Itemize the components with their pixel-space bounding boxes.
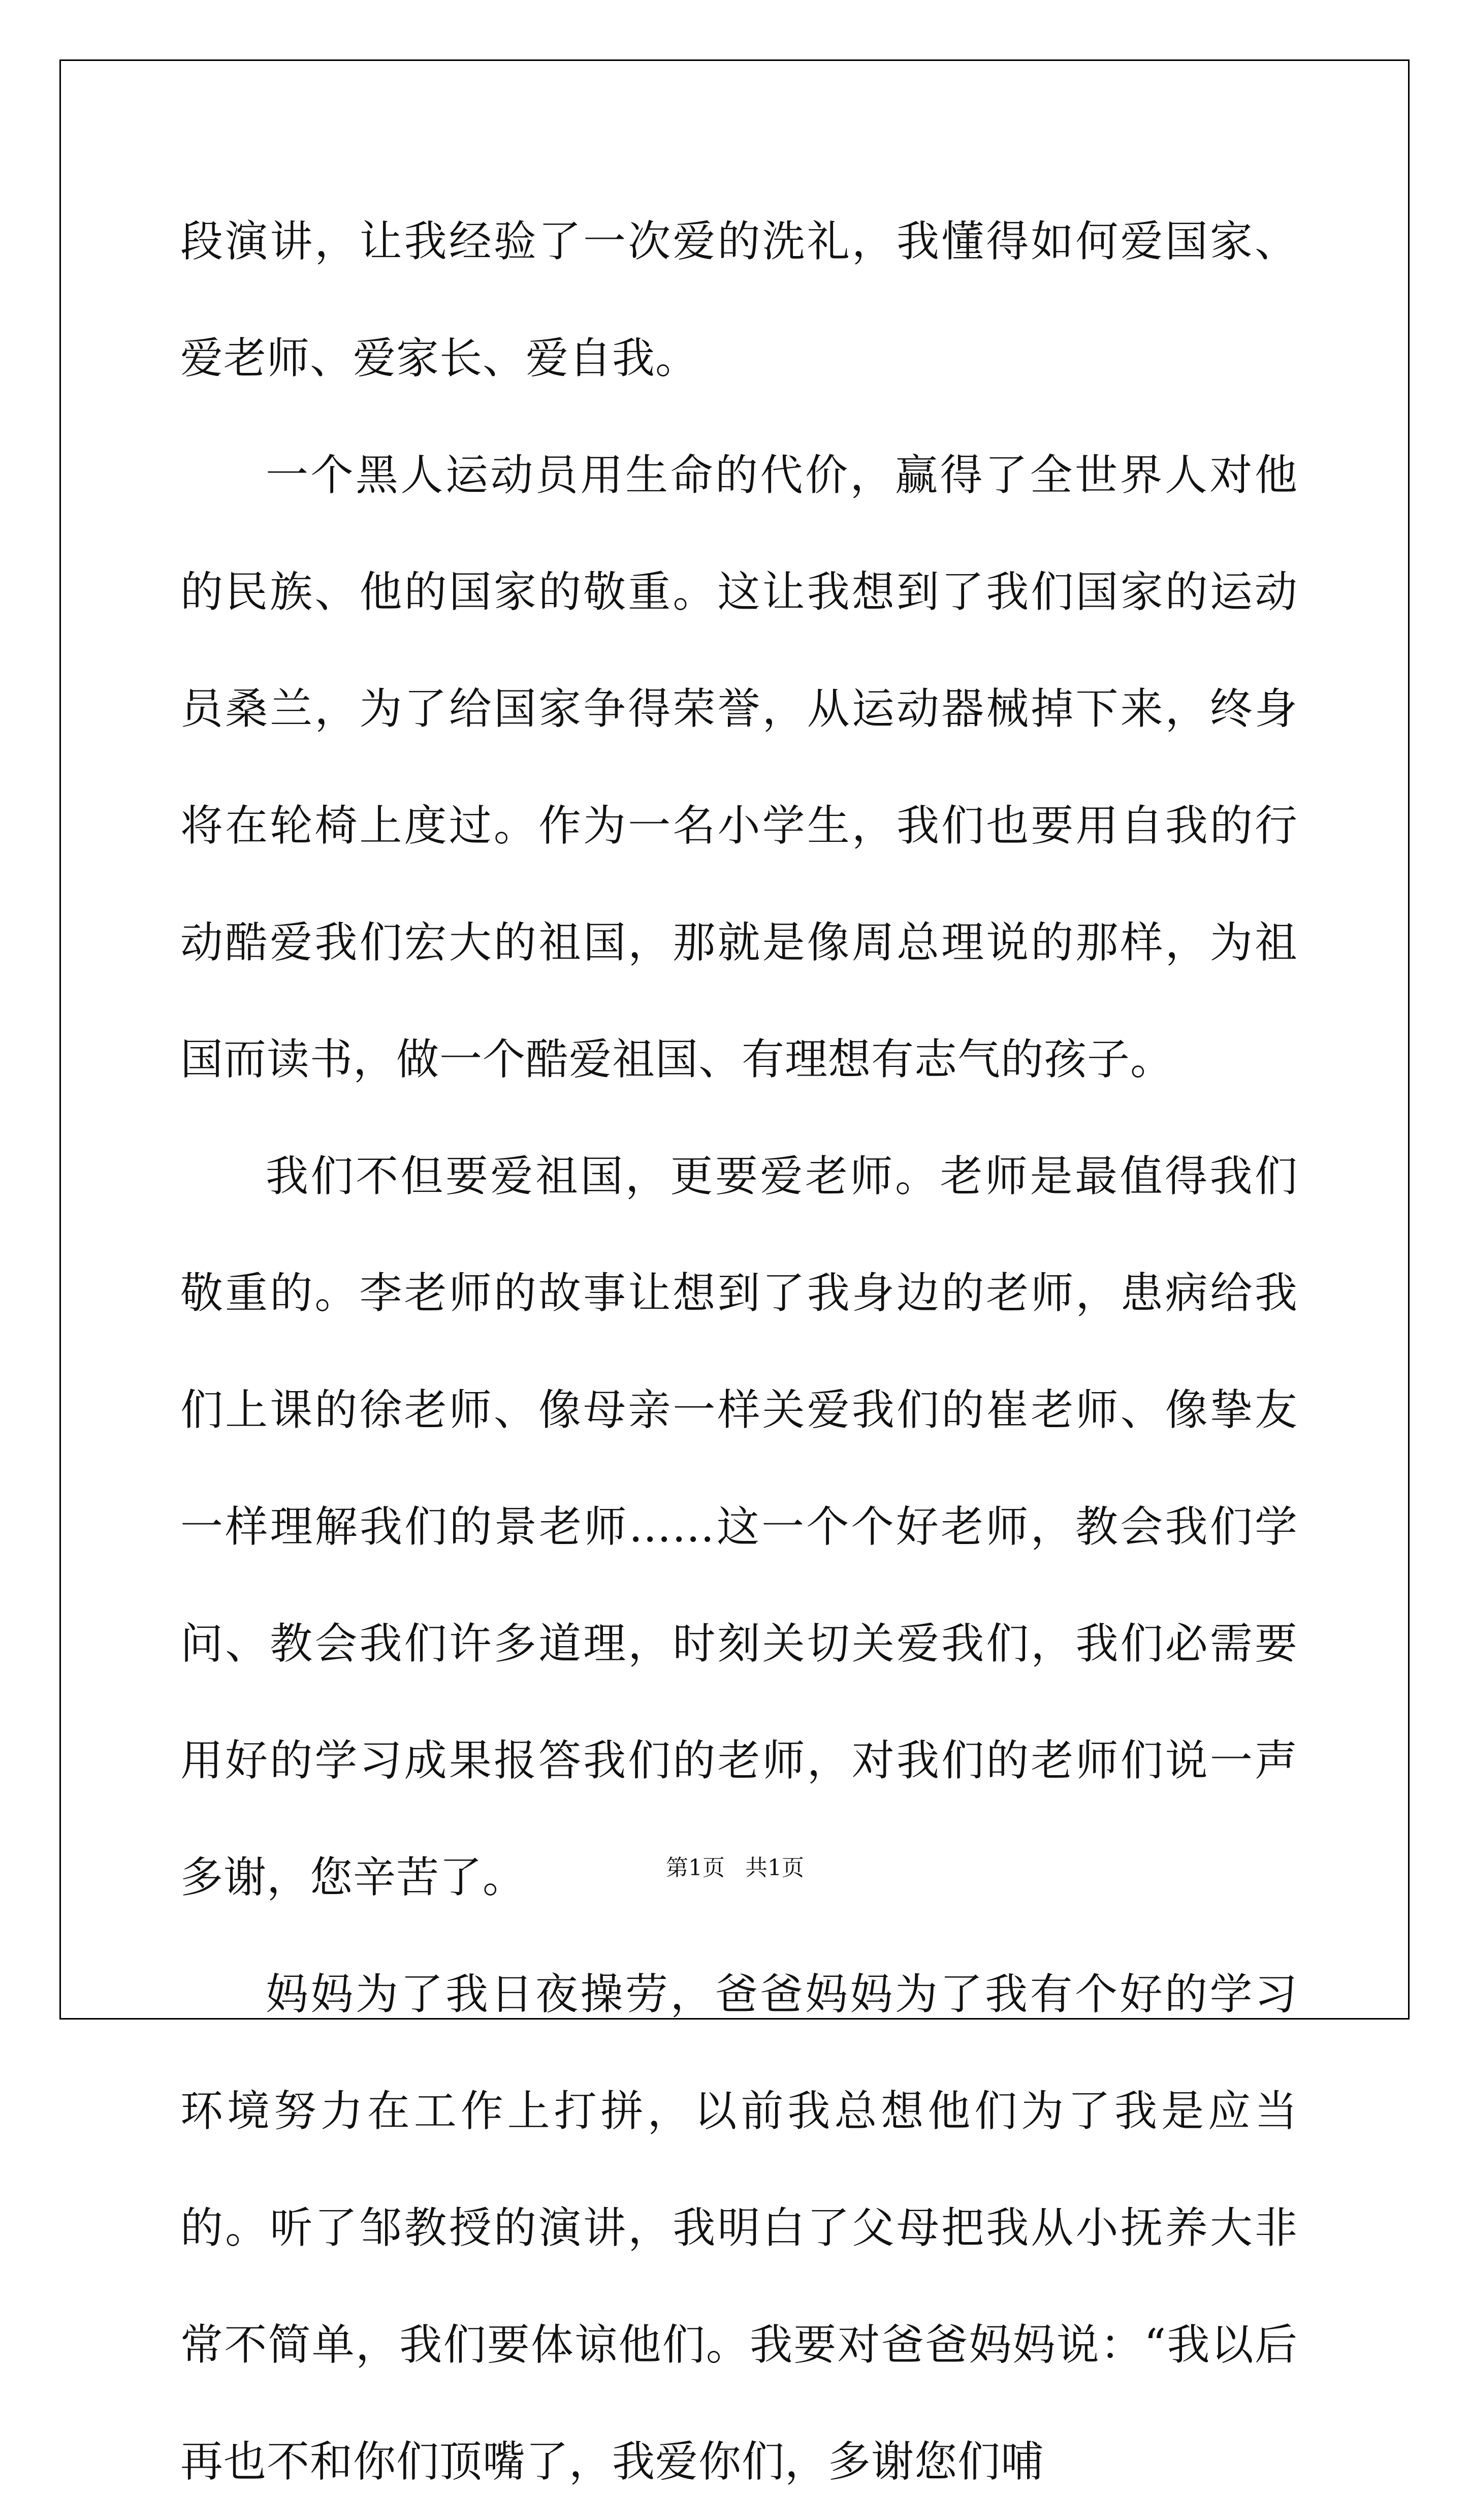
- paragraph: 妈妈为了我日夜操劳，爸爸妈妈为了我有个好的学习环境努力在工作上打拼，以前我总想他们为了我是应当的。听了邹教授的演讲，我明白了父母把我从小抚养大非常不简单，我们要体谅他们。我要对爸爸妈妈说：“我以后再也不和你们顶嘴了，我爱你们，多谢您们哺: [180, 1969, 1298, 2486]
- paragraph: 我们不但要爱祖国，更要爱老师。老师是最值得我们敬重的。李老师的故事让想到了我身边的老师，患病给我们上课的徐老师、像母亲一样关爱我们的崔老师、像挚友一样理解我们的景老师……这一个个好老师，教会我们学问、教会我们许多道理，时刻关切关爱我们，我们必需要用好的学习成果报答我们的老师，对我们的老师们说一声多谢，您辛苦了。: [180, 1151, 1298, 1902]
- page-footer: [0, 1849, 1470, 1882]
- document-body: [180, 183, 1298, 2520]
- page-number: 第1页: [666, 1855, 725, 1881]
- paragraph: 一个黑人运动员用生命的代价，赢得了全世界人对他的民族、他的国家的敬重。这让我想到了我们国家的运动员桑兰，为了给国家争得荣誉，从运动器械掉下来，终身将在轮椅上度过。作为一名小学生，我们也要用自我的行动酷爱我们宏大的祖国，那就是像周总理说的那样，为祖国而读书，做一个酷爱祖国、有理想有志气的孩子。: [180, 450, 1298, 1084]
- page-total: 共1页: [745, 1855, 804, 1881]
- paragraph: 段演讲，让我经验了一次爱的洗礼，我懂得如何爱国家、爱老师、爱家长、爱自我。: [180, 216, 1298, 383]
